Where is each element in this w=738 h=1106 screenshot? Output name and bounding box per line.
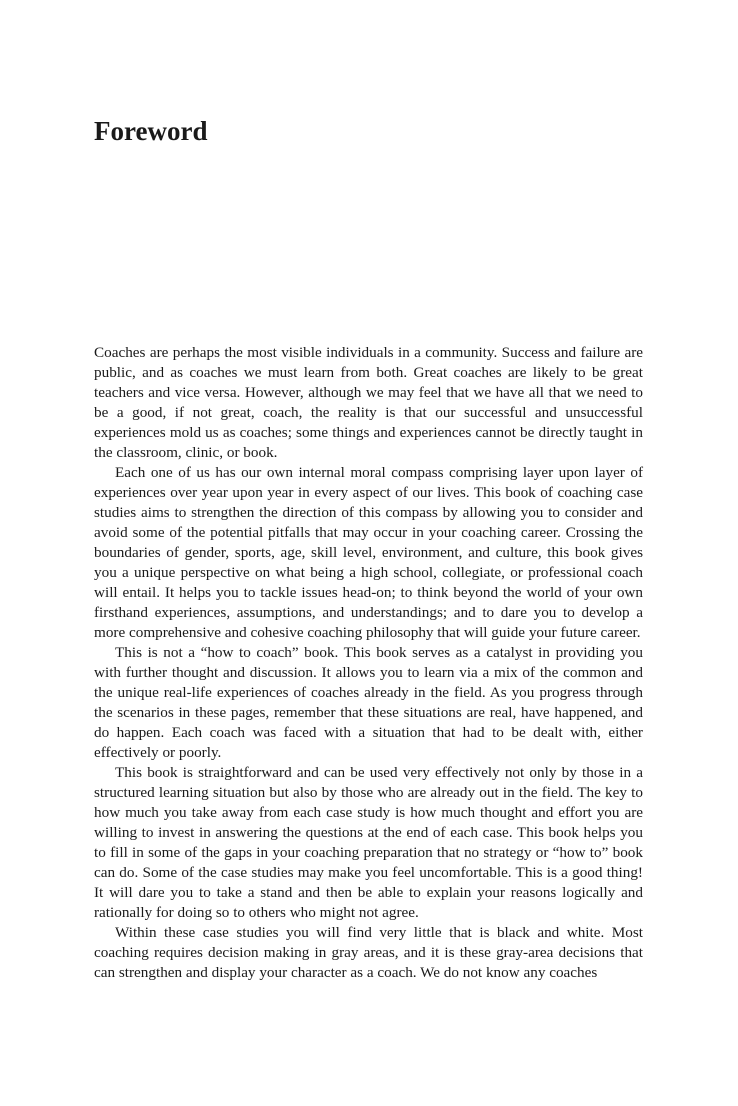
- paragraph-1: Coaches are perhaps the most visible individuals in a community. Success and failure are public, and as coaches we must learn from both. Great coaches are likely to be great teachers and vice versa. However, although we may feel that we have all that we need to be a good, if not great, coach, the reality is that our successful and unsuccessful experiences mold us as coaches; some things and experiences cannot be directly taught in the classroom, clinic, or book.: [94, 344, 643, 461]
- paragraph-3: This is not a “how to coach” book. This book serves as a catalyst in providing you with further thought and discussion. It allows you to learn via a mix of the common and the unique real-life experiences of coaches already in the field. As you progress through the scenarios in these pages, remember that these situations are real, have happened, and do happen. Each coach was faced with a situation that had to be dealt with, either effectively or poorly.: [94, 644, 643, 761]
- paragraph-2: Each one of us has our own internal moral compass comprising layer upon layer of experiences over year upon year in every aspect of our lives. This book of coaching case studies aims to strengthen the direction of this compass by allowing you to consider and avoid some of the potential pitfalls that may occur in your coaching career. Crossing the boundaries of gender, sports, age, skill level, environment, and culture, this book gives you a unique perspective on what being a high school, collegiate, or professional coach will entail. It helps you to tackle issues head-on; to think beyond the world of your own firsthand experiences, assumptions, and understandings; and to dare you to develop a more comprehensive and cohesive coaching philosophy that will guide your future career.: [94, 464, 643, 641]
- foreword-body: [94, 343, 643, 983]
- chapter-heading: Foreword: [94, 116, 208, 146]
- paragraph-4: This book is straightforward and can be used very effectively not only by those in a structured learning situation but also by those who are already out in the field. The key to how much you take away from each case study is how much thought and effort you are willing to invest in answering the questions at the end of each case. This book helps you to fill in some of the gaps in your coaching preparation that no strategy or “how to” book can do. Some of the case studies may make you feel uncomfortable. This is a good thing! It will dare you to take a stand and then be able to explain your reasons logically and rationally for doing so to others who might not agree.: [94, 764, 643, 921]
- paragraph-5: Within these case studies you will find very little that is black and white. Most coaching requires decision making in gray areas, and it is these gray-area decisions that can strengthen and display your character as a coach. We do not know any coaches: [94, 924, 643, 981]
